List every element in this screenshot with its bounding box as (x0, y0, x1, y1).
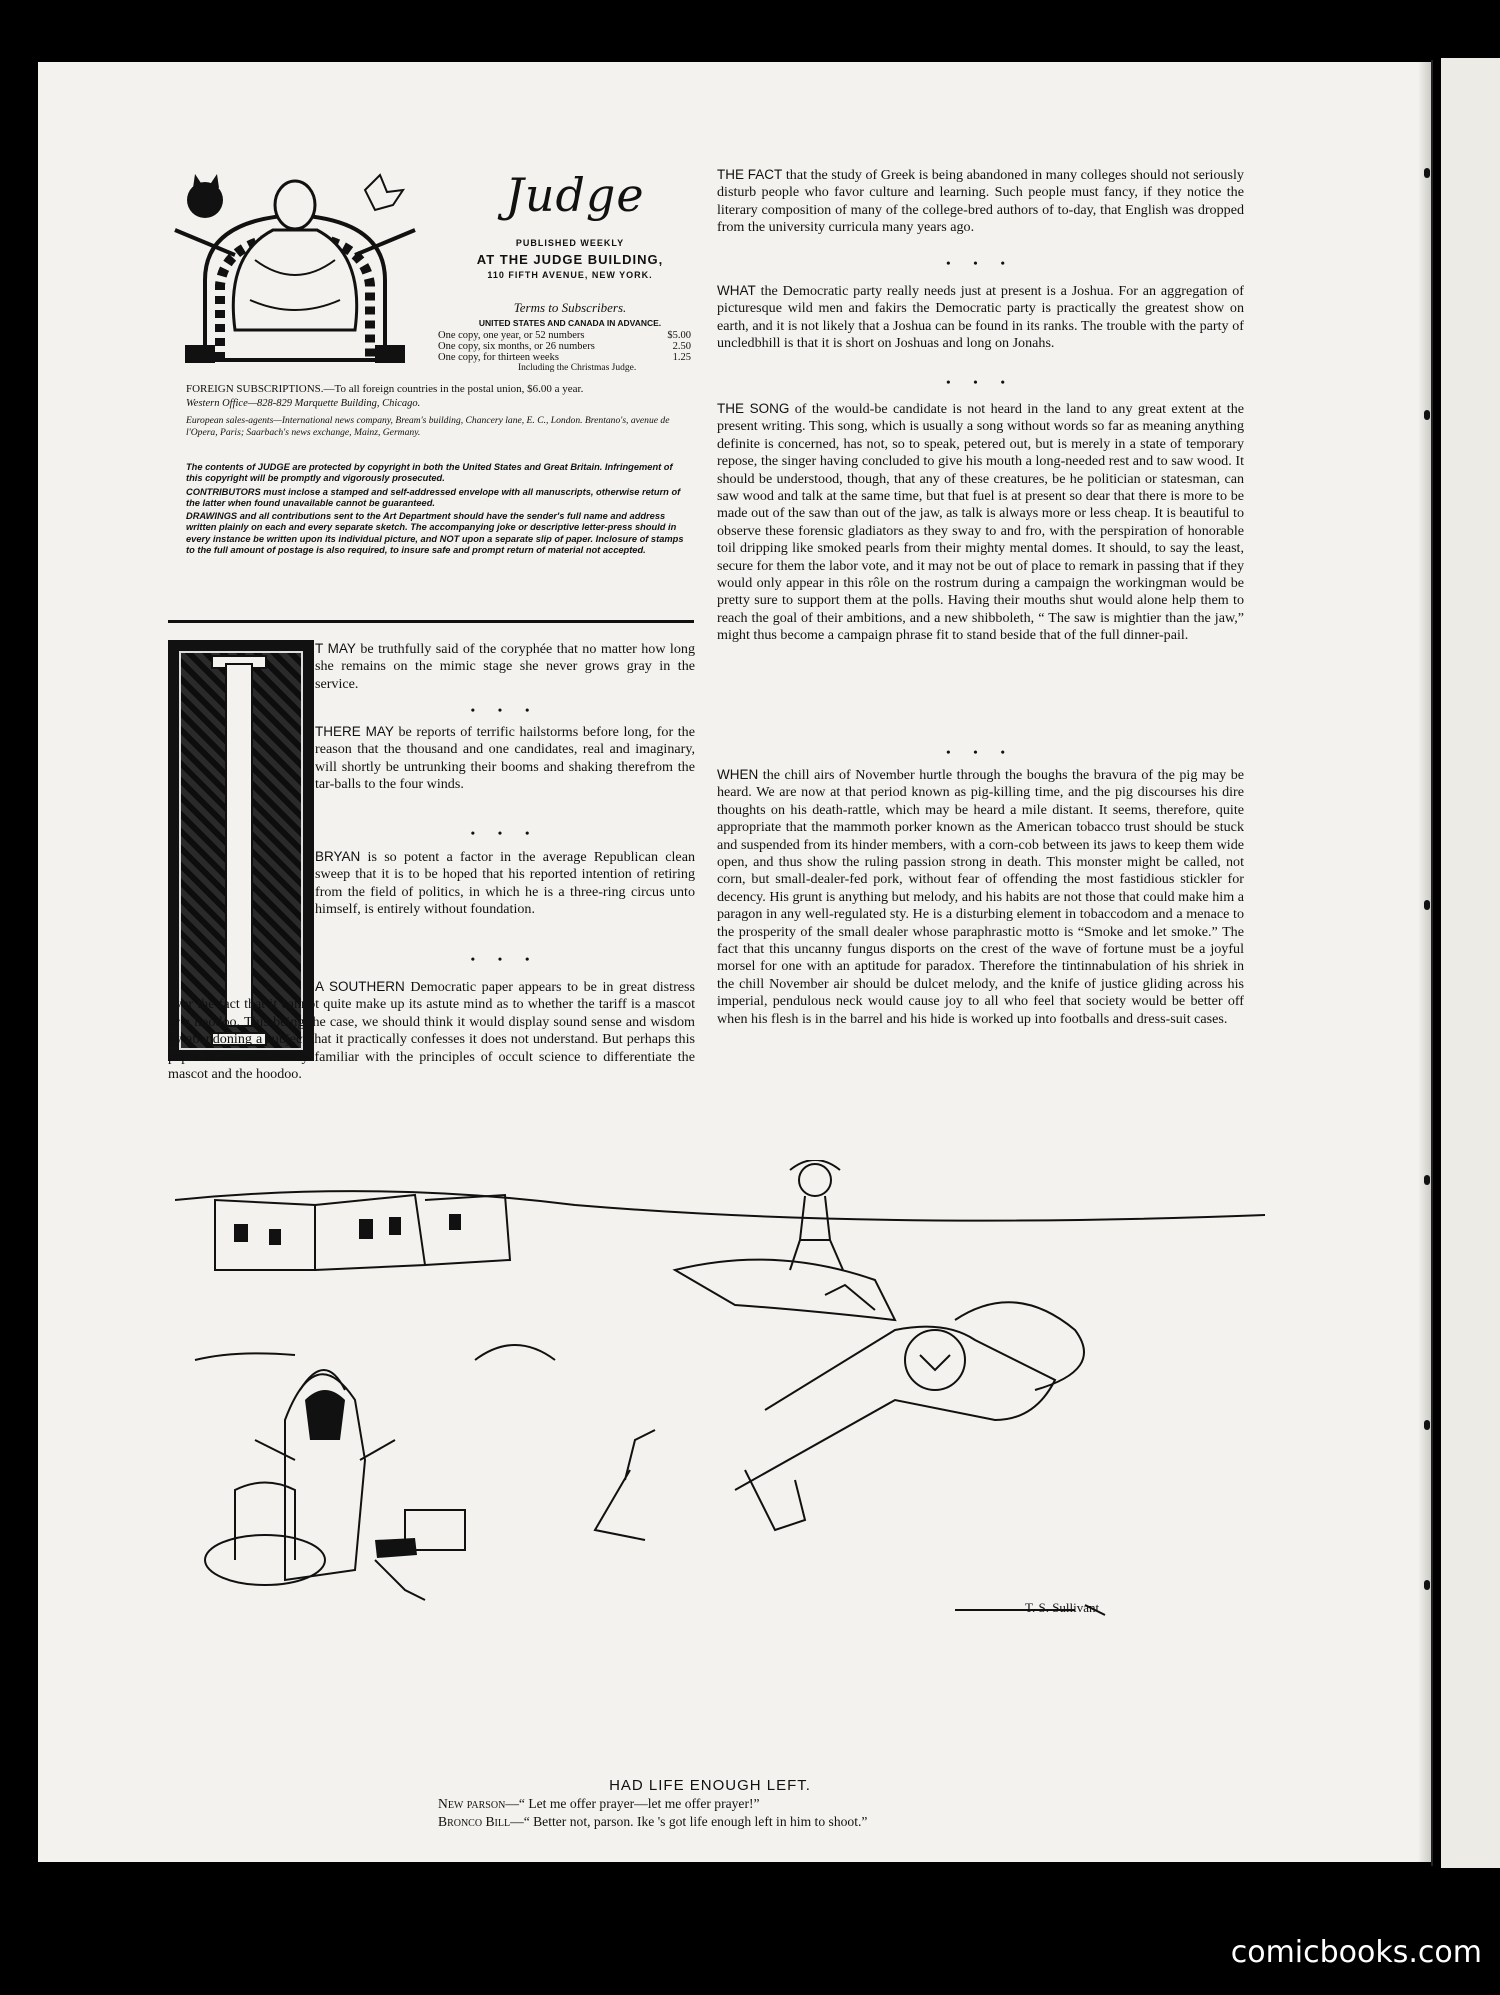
separator-dots: • • • (946, 375, 1015, 389)
binding-mark (1424, 900, 1430, 910)
dialogue-text: —“ Let me offer prayer—let me offer prayer!” (505, 1796, 760, 1811)
paragraph-lead: WHEN (717, 767, 759, 782)
copyright-notice: The contents of JUDGE are protected by copyright in both the United States and Great Britain. Infringement of this copyright will be promptly and vigorously prosecuted. (186, 462, 673, 484)
paragraph-text: the chill airs of November hurtle through the boughs the bravura of the pig may be heard. We are now at that period known as pig-killing time, and the pig discourses his dire thoughts on his death-rattle, which may be heard a mile distant. It seems, therefore, quite appropriate that the mammoth porker known as the American tobacco trust should be stuck and suspended from its hinder members, with a corn-cob between its jaws to keep them wide open, and thus show the ruling passion strong in death. This monster might be called, not corn, but small-dealer-fed pork, without fear of offending the most fastidious stickler for decency. His grunt is anything but melody, and his habits are not those that could make him a paragon in any well-regulated sty. He is a disturbing element in tobaccodom and a menace to the prosperity of the small dealer whose paraphrastic motto is “Smoke and let smoke.” The fact that this uncanny fungus disports on the crest of the wave of fortune must be a joyful morsel for one with an aptitude for paradox. Therefore the tintinnabulation of his shriek in the chill November air should be dulcet melody, and the knife of justice gliding across his imperial, pendulous neck would cause joy to all who feel that society would be better off when his flesh is in the barrel and his hide is worked up into footballs and dress-suit cases. (717, 767, 1244, 1027)
rate-price: 1.25 (672, 352, 691, 363)
paragraph-lead: WHAT (717, 283, 756, 298)
drawings-notice: DRAWINGS and all contributions sent to the Art Department should have the sender's full name and address written plainly on each and every separate sketch. The accompanying joke or descriptive letter-press should in every instance be written upon its individual picture, and NOT upon a separate slip of paper. Inclosure of stamps to the full amount of postage is also required, to insure safe and prompt return of material not accepted. (186, 511, 684, 555)
article-paragraph (168, 978, 695, 1083)
separator-dots: • • • (470, 826, 540, 840)
cartoon-dialogue-line (438, 1796, 1058, 1812)
rate-label: One copy, one year, or 52 numbers (438, 330, 585, 341)
facing-page-edge (1441, 58, 1500, 1868)
source-watermark: comicbooks.com (1230, 1935, 1482, 1970)
contributors-notice: CONTRIBUTORS must inclose a stamped and self-addressed envelope with all manuscripts, otherwise return of the latter when found unavailable cannot be guaranteed. (186, 487, 681, 509)
rate-row (438, 352, 691, 363)
rate-label: One copy, for thirteen weeks (438, 352, 559, 363)
speaker-name: New parson (438, 1796, 506, 1811)
publisher-address: 110 FIFTH AVENUE, NEW YORK. (487, 270, 653, 280)
article-paragraph (315, 723, 695, 794)
terms-heading: Terms to Subscribers. (513, 300, 627, 315)
article-paragraph (315, 640, 695, 693)
paragraph-lead: BRYAN (315, 849, 361, 864)
binding-mark (1424, 410, 1430, 420)
separator-dots: • • • (946, 256, 1015, 270)
paragraph-text: be truthfully said of the coryphée that no matter how long she remains on the mimic stage she never grows gray in the service. (315, 641, 695, 692)
page-gutter (1418, 62, 1432, 1862)
initial-letter-i (225, 663, 253, 1027)
rate-row (438, 341, 691, 352)
binding-mark (1424, 168, 1430, 178)
paragraph-text: of the would-be candidate is not heard in the land to any great extent at the present writing. This song, which is usually a song without words so far as meaning anything definite is concerned, has not, so to speak, petered out, but is merely in a state of temporary repose, the singer having concluded to give his mouth a long-needed rest and to saw wood. It should be understood, though, that any of these creatures, be he politician or statesman, can saw wood and talk at the same time, but that fuel is at present so dear that there is more to be made out of the saw than out of the jaw, as talk is always more or less cheap. It is beautiful to observe these forensic gladiators as they sway to and fro, with the perspiration of honorable toil dripping like smoked pearls from their mighty mental domes. It should, to say the least, secure for them the labor vote, and it may not be out of place to remark in passing that if they would only appear in this rôle on the rostrum during a campaign the workingman would be pretty sure to support them at the polls. Having their mouths shut would alone help them to reach the goal of their ambitions, and a new shibboleth, “ The saw is mightier than the jaw,” might thus become a campaign phrase fit to stand beside that of the full dinner-pail. (717, 401, 1244, 644)
paragraph-text: the Democratic party really needs just at present is a Joshua. For an aggregation of picturesque wild men and fakirs the Democratic party is practically the greatest show on earth, and it is not likely that a Joshua can be found in its ranks. The trouble with the party of uncledbhill is that it is short on Joshuas and long on Jonahs. (717, 283, 1244, 352)
binding-mark (1424, 1580, 1430, 1590)
masthead-title: Judge (505, 168, 645, 222)
separator-dots: • • • (470, 703, 540, 717)
european-agents: European sales-agents—International news company, Bream's building, Chancery lane, E. C., London. Brentano's, avenue de l'Opera, Paris; Saarbach's news exchange, Mainz, Germany. (186, 415, 670, 438)
paragraph-lead: THE FACT (717, 167, 783, 182)
article-paragraph (717, 166, 1244, 237)
paragraph-lead: THE SONG (717, 401, 790, 416)
rate-price: 2.50 (672, 341, 691, 352)
cartoon-dialogue-line (438, 1814, 1058, 1830)
published-weekly: PUBLISHED WEEKLY (515, 238, 625, 248)
separator-dots: • • • (470, 952, 540, 966)
separator-dots: • • • (946, 745, 1015, 759)
terms-region: UNITED STATES AND CANADA IN ADVANCE. (478, 318, 662, 328)
rate-note: Including the Christmas Judge. (518, 363, 637, 373)
paragraph-lead: T MAY (315, 641, 356, 656)
paragraph-text: be reports of terrific hailstorms before long, for the reason that the thousand and one candidates, real and imaginary, will shortly be untrunking their booms and shaking therefrom the tar-balls to the four winds. (315, 724, 695, 793)
rate-price: $5.00 (667, 330, 691, 341)
foreign-subscriptions: FOREIGN SUBSCRIPTIONS.—To all foreign countries in the postal union, $6.00 a year. (186, 383, 584, 395)
paragraph-text: that the study of Greek is being abandoned in many colleges should not seriously disturb people who favor culture and learning. Such people must fancy, if they notice the literary composition of many of the college-bred authors of to-day, that English was dropped from the university curricula many years ago. (717, 167, 1244, 236)
paragraph-text: Democratic paper appears to be in great distress over the fact that it cannot quite make up its astute mind as to whether the tariff is a mascot or a hoodoo. This being the case, we should think it would display sound sense and wisdom by abandoning a subject that it practically confesses it does not understand. But perhaps this paper is not sufficiently familiar with the principles of occult science to differentiate the mascot and the hoodoo. (168, 979, 695, 1083)
paragraph-lead: A SOUTHERN (315, 979, 405, 994)
article-paragraph (717, 400, 1244, 645)
dialogue-text: —“ Better not, parson. Ike 's got life enough left in him to shoot.” (510, 1814, 868, 1829)
rate-row (438, 330, 691, 341)
rate-label: One copy, six months, or 26 numbers (438, 341, 595, 352)
cartoon-signature: T. S. Sullivant (1025, 1600, 1100, 1615)
article-paragraph (717, 282, 1244, 353)
section-rule (168, 620, 694, 623)
binding-line (1431, 60, 1433, 1866)
cartoon-illustration (175, 1160, 1275, 1720)
speaker-name: Bronco Bill (438, 1814, 511, 1829)
article-paragraph (315, 848, 695, 919)
article-paragraph (717, 766, 1244, 1028)
cartoon-title: HAD LIFE ENOUGH LEFT. (609, 1777, 811, 1794)
subscription-rates (438, 330, 691, 374)
binding-mark (1424, 1175, 1430, 1185)
paragraph-lead: THERE MAY (315, 724, 394, 739)
paragraph-text: is so potent a factor in the average Republican clean sweep that it is to be hoped that his reported intention of retiring from the field of politics, in which he is a three-ring circus unto himself, is entirely without foundation. (315, 849, 695, 918)
binding-mark (1424, 1420, 1430, 1430)
judge-masthead-illustration (165, 160, 425, 365)
western-office: Western Office—828-829 Marquette Building, Chicago. (186, 398, 421, 409)
publisher-building: AT THE JUDGE BUILDING, (476, 252, 664, 267)
